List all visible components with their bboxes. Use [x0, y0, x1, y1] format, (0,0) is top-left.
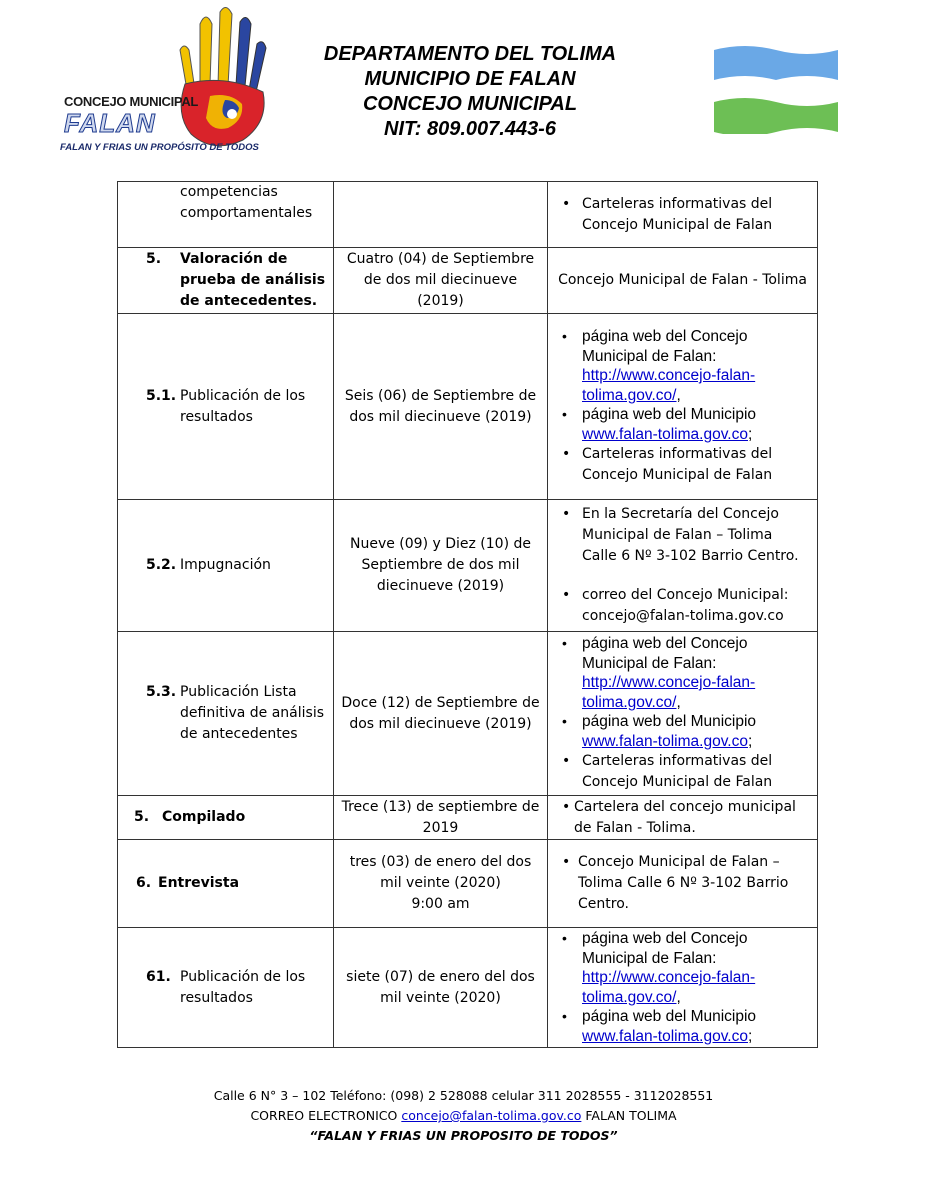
- flag-icon: [714, 44, 838, 134]
- concejo-logo: [60, 4, 272, 156]
- nit-number: NIT: 809.007.443-6: [384, 118, 556, 140]
- schedule-table: [117, 181, 818, 1048]
- channel-label: página web del Concejo Municipal de Falan:: [582, 328, 748, 365]
- channel-label: página web del Municipio: [582, 406, 757, 423]
- footer-email-label: CORREO ELECTRONICO: [250, 1108, 398, 1123]
- stage-number: 61.: [146, 968, 171, 985]
- stage-number: 5.2.: [146, 557, 177, 573]
- channel-cell: [548, 840, 818, 928]
- stage-name: Entrevista: [158, 875, 240, 891]
- council-website-link[interactable]: http://www.concejo-falan-tolima.gov.co/: [582, 367, 756, 404]
- stage-number: 5.: [146, 251, 162, 267]
- date-text: tres (03) de enero del dos mil veinte (2020): [349, 854, 532, 891]
- channel-cell: [548, 928, 818, 1048]
- stage-name: Compilado: [162, 809, 246, 825]
- time-text: 9:00 am: [411, 896, 470, 912]
- stage-cell: [118, 632, 334, 796]
- table-row: [118, 248, 818, 314]
- channel-cell: Concejo Municipal de Falan - Tolima: [548, 248, 818, 314]
- channel-label: página web del Municipio: [582, 713, 757, 730]
- footer-email-line: [0, 1106, 927, 1126]
- date-cell: [334, 182, 548, 248]
- channel-item: • página web del Municipio www.falan-tolima.gov.co;: [554, 1007, 811, 1046]
- stage-number: 5.1.: [146, 387, 177, 404]
- municipality-website-link[interactable]: www.falan-tolima.gov.co: [582, 425, 748, 443]
- date-cell: Nueve (09) y Diez (10) de Septiembre de dos mil diecinueve (2019): [334, 500, 548, 632]
- date-cell: Cuatro (04) de Septiembre de dos mil diecinueve (2019): [334, 248, 548, 314]
- stage-cell: [118, 314, 334, 500]
- letterhead-titles: [290, 42, 650, 142]
- stage-number: 5.: [134, 809, 150, 825]
- channel-item: • página web del Municipio www.falan-tolima.gov.co;: [554, 405, 811, 444]
- stage-cell: [118, 840, 334, 928]
- table-row: [118, 314, 818, 500]
- municipality-website-link[interactable]: www.falan-tolima.gov.co: [582, 1027, 748, 1045]
- channel-cell: [548, 314, 818, 500]
- table-row: [118, 928, 818, 1048]
- channel-cell: [548, 500, 818, 632]
- stage-cell: [118, 500, 334, 632]
- stage-number: 5.3.: [146, 684, 177, 700]
- department-title: DEPARTAMENTO DEL TOLIMA: [323, 43, 617, 65]
- stage-name: Publicación de los resultados: [180, 387, 306, 425]
- logo-tagline: FALAN Y FRIAS UN PROPÓSITO DE TODOS: [60, 142, 259, 153]
- stage-name: competencias comportamentales: [180, 184, 313, 221]
- table-row: [118, 182, 818, 248]
- municipality-website-link[interactable]: www.falan-tolima.gov.co: [582, 732, 748, 750]
- channel-item: • Carteleras informativas del Concejo Municipal de Falan: [554, 444, 811, 486]
- stage-name: Publicación Lista definitiva de análisis de antecedentes: [180, 684, 325, 742]
- table-row: [118, 632, 818, 796]
- channel-item: • Concejo Municipal de Falan – Tolima Calle 6 Nº 3-102 Barrio Centro.: [554, 852, 811, 915]
- table-row: [118, 500, 818, 632]
- channel-label: página web del Concejo Municipal de Falan:: [582, 930, 748, 967]
- footer-slogan: “FALAN Y FRIAS UN PROPOSITO DE TODOS”: [309, 1128, 618, 1143]
- footer-city: FALAN TOLIMA: [585, 1108, 677, 1123]
- date-cell: [334, 840, 548, 928]
- footer-email-link[interactable]: concejo@falan-tolima.gov.co: [401, 1108, 582, 1123]
- channel-item: • página web del Municipio www.falan-tolima.gov.co;: [554, 712, 811, 751]
- footer-address: Calle 6 N° 3 – 102 Teléfono: (098) 2 528088 celular 311 2028555 - 3112028551: [213, 1088, 714, 1103]
- stage-number: 6.: [136, 875, 152, 891]
- date-cell: Doce (12) de Septiembre de dos mil diecinueve (2019): [334, 632, 548, 796]
- channel-item: • Cartelera del concejo municipal de Falan - Tolima.: [554, 797, 811, 839]
- table-row: [118, 840, 818, 928]
- date-cell: siete (07) de enero del dos mil veinte (2020): [334, 928, 548, 1048]
- channel-item: • Carteleras informativas del Concejo Municipal de Falan: [554, 751, 811, 793]
- stage-name: Valoración de prueba de análisis de antecedentes.: [180, 251, 326, 309]
- stage-cell: [118, 796, 334, 840]
- channel-cell: [548, 632, 818, 796]
- channel-item: • Carteleras informativas del Concejo Municipal de Falan: [554, 194, 811, 236]
- stage-cell: [118, 248, 334, 314]
- channel-cell: [548, 182, 818, 248]
- date-cell: Seis (06) de Septiembre de dos mil diecinueve (2019): [334, 314, 548, 500]
- channel-item: • página web del Concejo Municipal de Falan: http://www.concejo-falan-tolima.gov.co/,: [554, 929, 811, 1007]
- page-footer: [0, 1086, 927, 1146]
- channel-item: • página web del Concejo Municipal de Falan: http://www.concejo-falan-tolima.gov.co/,: [554, 327, 811, 405]
- stage-name: Publicación de los resultados: [180, 968, 306, 1006]
- logo-title: CONCEJO MUNICIPAL: [64, 94, 199, 109]
- council-website-link[interactable]: http://www.concejo-falan-tolima.gov.co/: [582, 674, 756, 711]
- stage-cell: [118, 182, 334, 248]
- channel-cell: [548, 796, 818, 840]
- channel-label: página web del Concejo Municipal de Falan:: [582, 635, 748, 672]
- channel-item: • En la Secretaría del Concejo Municipal de Falan – Tolima Calle 6 Nº 3-102 Barrio Centro.: [554, 504, 811, 567]
- date-cell: Trece (13) de septiembre de 2019: [334, 796, 548, 840]
- council-website-link[interactable]: http://www.concejo-falan-tolima.gov.co/: [582, 969, 756, 1006]
- stage-name: Impugnación: [180, 557, 271, 573]
- stage-cell: [118, 928, 334, 1048]
- municipal-flag: [714, 44, 838, 134]
- logo-wordmark: FALAN: [64, 108, 156, 138]
- channel-label: página web del Municipio: [582, 1008, 757, 1025]
- municipality-title: MUNICIPIO DE FALAN: [364, 68, 576, 90]
- table-row: [118, 796, 818, 840]
- channel-item: • página web del Concejo Municipal de Falan: http://www.concejo-falan-tolima.gov.co/,: [554, 634, 811, 712]
- channel-item: • correo del Concejo Municipal: concejo@falan-tolima.gov.co: [554, 585, 811, 627]
- council-title: CONCEJO MUNICIPAL: [362, 93, 578, 115]
